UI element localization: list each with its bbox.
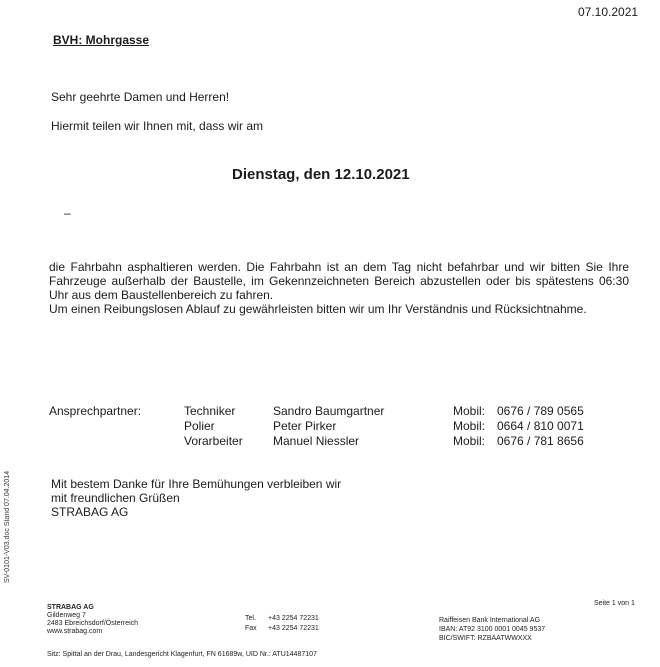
closing-signature: STRABAG AG: [51, 505, 129, 519]
contact-role: Techniker: [184, 404, 236, 418]
contact-name: Peter Pirker: [273, 419, 337, 433]
contact-row: [0, 419, 660, 433]
dash-mark: –: [64, 206, 71, 220]
body-line: Um einen Reibungslosen Ablauf zu gewährleisten bitten wir um Ihr Verständnis und Rücksichtnahme.: [49, 302, 587, 316]
contact-row: [0, 434, 660, 448]
body-line: Uhr aus dem Baustellenbereich zu fahren.: [49, 288, 274, 302]
contact-mobile: 0664 / 810 0071: [497, 419, 584, 433]
footer-phone: +43 2254 72231: [268, 615, 319, 622]
footer-fax: +43 2254 72231: [268, 625, 319, 632]
footer-company: STRABAG AG: [47, 604, 94, 611]
document-reference: SV-0101-V03.doc Stand 07.04.2014: [4, 470, 11, 583]
closing-line: mit freundlichen Grüßen: [51, 491, 180, 505]
closing-line: Mit bestem Danke für Ihre Bemühungen verbleiben wir: [51, 477, 342, 491]
footer-bank-name: Raiffeisen Bank International AG: [439, 617, 541, 624]
intro-text: Hiermit teilen wir Ihnen mit, dass wir am: [51, 119, 264, 133]
contact-mobile-label: Mobil:: [453, 404, 486, 418]
footer-website: www.strabag.com: [47, 628, 103, 635]
contact-mobile-label: Mobil:: [453, 419, 486, 433]
footer-address-line: 2483 Ebreichsdorf/Österreich: [47, 620, 139, 627]
contact-role: Vorarbeiter: [184, 434, 243, 448]
contacts-label: Ansprechpartner:: [49, 404, 142, 418]
contact-mobile-label: Mobil:: [453, 434, 486, 448]
contact-name: Manuel Niessler: [273, 434, 360, 448]
footer-bic: BIC/SWIFT: RZBAATWWXXX: [439, 635, 532, 642]
contact-mobile: 0676 / 781 8656: [497, 434, 584, 448]
contact-row: [0, 404, 660, 418]
footer-fax-label: Fax: [245, 625, 257, 632]
body-line: die Fahrbahn asphaltieren werden. Die Fahrbahn ist an dem Tag nicht befahrbar und wir bitten Sie Ihre: [49, 260, 629, 274]
footer-address-line: Gildenweg 7: [47, 612, 86, 619]
contact-role: Polier: [184, 419, 215, 433]
footer-iban: IBAN: AT92 3100 0001 0045 9537: [439, 626, 546, 633]
body-line: Fahrzeuge außerhalb der Baustelle, im Gekennzeichneten Bereich abzustellen oder bis spätestens 06:30: [49, 274, 629, 288]
contact-name: Sandro Baumgartner: [273, 404, 385, 418]
contact-mobile: 0676 / 789 0565: [497, 404, 584, 418]
subject-line: BVH: Mohrgasse: [53, 33, 150, 47]
salutation: Sehr geehrte Damen und Herren!: [51, 90, 230, 104]
body-paragraph: [49, 260, 629, 316]
event-date: Dienstag, den 12.10.2021: [232, 166, 410, 183]
page-info: Seite 1 von 1: [594, 600, 635, 607]
footer-phone-label: Tel.: [245, 615, 256, 622]
letter-date: 07.10.2021: [578, 5, 639, 19]
footer-registry: Sitz: Spittal an der Drau, Landesgericht Klagenfurt, FN 61689w, UID Nr.: ATU14487107: [47, 651, 317, 658]
